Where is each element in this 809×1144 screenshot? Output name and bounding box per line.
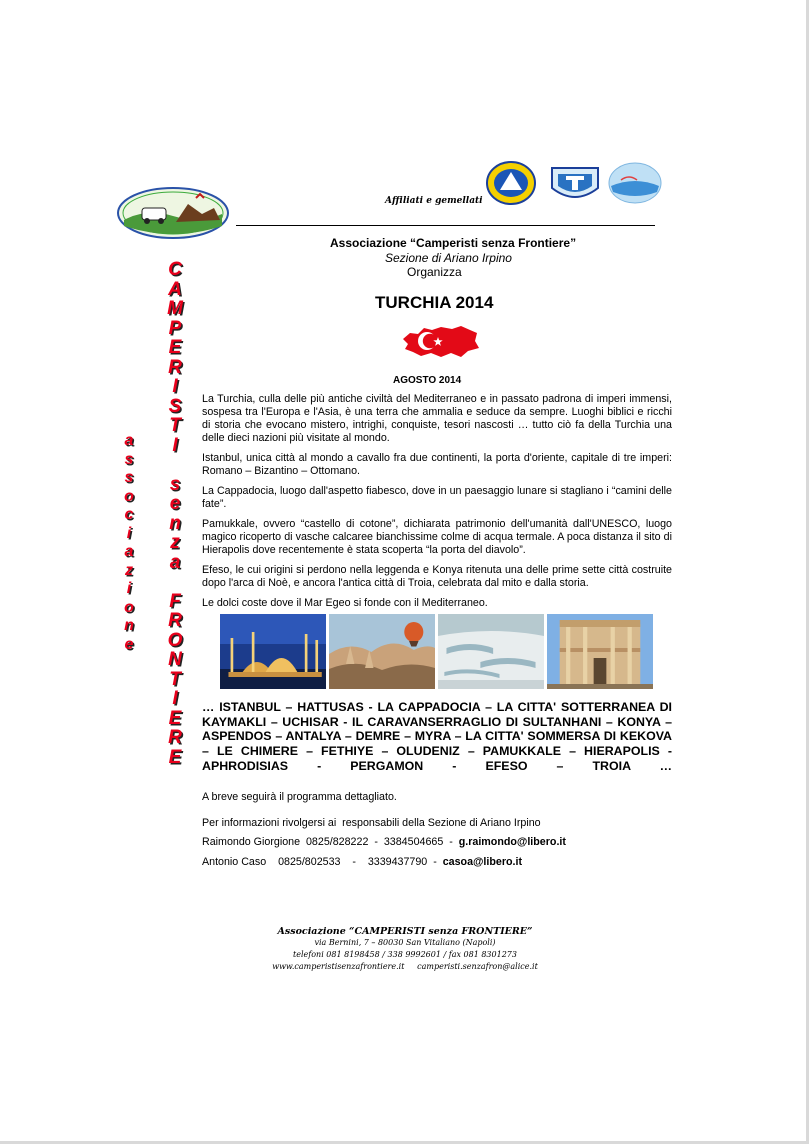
program-note: A breve seguirà il programma dettagliato. xyxy=(202,791,397,803)
partner-badge-icon xyxy=(546,160,604,206)
vertical-letter: s xyxy=(124,450,134,468)
organizes-label: Organizza xyxy=(407,265,462,279)
vertical-letter: I xyxy=(172,434,178,456)
vertical-letter: R xyxy=(168,610,182,631)
contact-email[interactable]: casoa@libero.it xyxy=(442,856,523,868)
photo-strip xyxy=(220,614,653,689)
vertical-letter: O xyxy=(167,629,183,651)
contact-name: Raimondo Giorgione xyxy=(202,836,301,848)
vertical-association-name xyxy=(160,260,190,767)
vertical-letter: i xyxy=(126,580,132,597)
vertical-letter: o xyxy=(124,598,134,616)
vertical-letter: z xyxy=(170,532,180,553)
vertical-letter: P xyxy=(168,317,182,339)
vertical-letter: R xyxy=(168,356,182,378)
vertical-letter: e xyxy=(169,493,181,514)
contact-phone: 0825/828222 xyxy=(305,836,369,848)
description-paragraphs xyxy=(202,393,672,617)
header-divider xyxy=(236,225,655,226)
contact-row: Raimondo Giorgione 0825/828222 - 3384504665 - g.raimondo@libero.it xyxy=(202,836,566,848)
paragraph: La Turchia, culla delle più antiche civiltà del Mediterraneo e in passato padrona di imperi immensi, sospesa tra l'Europa e l'Asia, è una terra che ammalia e seduce da sempre. Luoghi biblici e ricchi di storia che evocano mistero, intrighi, conquiste, tesori nascosti … tutto ciò fa della Turchia una delle dieci nazioni più visitate al mondo. xyxy=(202,393,672,444)
vertical-letter: S xyxy=(168,395,182,417)
footer-web-email[interactable]: www.camperistisenzafrontiere.it camperisti.senzafron@alice.it xyxy=(272,962,538,971)
paragraph: Efeso, le cui origini si perdono nella leggenda e Konya ritenuta una delle prime sette città costruite dopo l'arca di Noè, e ancora l'antica città di Troia, celebrata dal mito e dalla storia. xyxy=(202,564,672,589)
vertical-letter: R xyxy=(168,727,182,748)
vertical-letter: F xyxy=(169,590,181,612)
istanbul-mosque-photo xyxy=(220,614,326,689)
paragraph: Istanbul, unica città al mondo a cavallo fra due continenti, la porta d'oriente, capitale di tre imperi: Romano – Bizantino – Ottomano. xyxy=(202,452,672,477)
footer-association: Associazione “CAMPERISTI senza FRONTIERE” xyxy=(277,926,533,937)
vertical-letter: N xyxy=(168,649,182,670)
contact-phone: 0825/802533 xyxy=(278,856,341,868)
contact-mobile: 3339437790 xyxy=(367,856,428,868)
destinations-text: … ISTANBUL – HATTUSAS - LA CAPPADOCIA – LA CITTA' SOTTERRANEA DI KAYMAKLI – UCHISAR - IL CARAVANSERRAGLIO DI SULTANHANI – KONYA – ASPENDOS – ANTALYA – DEMRE – MYRA – LA CITTA' SOMMERSA DI KEKOVA – LE CHIMERE – FETHIYE – OLUDENIZ – PAMUKKALE – HIERAPOLIS - APHRODISIAS - PERGAMON - EFESO – TROIA … xyxy=(202,700,672,773)
vertical-letter xyxy=(172,572,177,592)
vertical-letter: T xyxy=(169,668,181,690)
vertical-letter: s xyxy=(124,469,134,486)
subtitle-date: AGOSTO 2014 xyxy=(393,375,462,386)
vertical-letter xyxy=(172,455,177,475)
partner-badge-icon xyxy=(607,160,663,206)
destinations-list xyxy=(202,700,672,774)
vertical-letter: z xyxy=(125,561,133,579)
footer-phones: telefoni 081 8198458 / 338 9992601 / fax 081 8301273 xyxy=(293,950,517,959)
ephesus-library-photo xyxy=(547,614,653,689)
association-logo-icon xyxy=(116,186,230,240)
paragraph: La Cappadocia, luogo dall'aspetto fiabesco, dove in un paesaggio lunare si stagliano i “camini delle fate”. xyxy=(202,485,672,510)
paragraph: Le dolci coste dove il Mar Egeo si fonde con il Mediterraneo. xyxy=(202,597,488,609)
vertical-letter: T xyxy=(169,415,181,436)
turkey-flag-map-icon xyxy=(400,322,480,364)
vertical-letter: n xyxy=(124,617,134,634)
contact-name: Antonio Caso xyxy=(202,856,267,868)
vertical-letter: E xyxy=(168,707,182,729)
vertical-letter: e xyxy=(124,635,134,653)
footer-address-line: via Bernini, 7 – 80030 San Vitaliano (Napoli) xyxy=(314,938,496,947)
vertical-letter: M xyxy=(167,298,183,319)
vertical-letter: s xyxy=(169,473,181,495)
vertical-letter: a xyxy=(124,543,134,560)
page-title: TURCHIA 2014 xyxy=(375,293,494,312)
vertical-letter: E xyxy=(168,746,182,768)
vertical-letter: I xyxy=(172,688,178,709)
pamukkale-terraces-photo xyxy=(438,614,544,689)
vertical-letter: A xyxy=(168,278,182,300)
vertical-letter: o xyxy=(124,487,134,505)
association-name: Associazione “Camperisti senza Frontiere” xyxy=(330,236,577,250)
footer-address xyxy=(250,926,560,973)
affiliation-label: Affiliati e gemellati xyxy=(385,196,483,206)
vertical-letter: a xyxy=(124,432,134,449)
contacts-intro: Per informazioni rivolgersi ai responsabili della Sezione di Ariano Irpino xyxy=(202,817,541,829)
contact-row: Antonio Caso 0825/802533 - 3339437790 - casoa@libero.it xyxy=(202,856,523,868)
contact-mobile: 3384504665 xyxy=(383,836,444,848)
cappadocia-balloon-photo xyxy=(329,614,435,689)
paragraph: Pamukkale, ovvero “castello di cotone”, dichiarata patrimonio dell'umanità dall'UNESCO, luogo magico ricoperto di vasche calcaree bianchissime colme di acqua termale. A poca distanza il sito di Hierapolis dove recentemente è stata scoperta “la porta del diavolo”. xyxy=(202,518,672,556)
vertical-letter: E xyxy=(168,337,182,358)
vertical-letter: c xyxy=(124,506,134,523)
vertical-letter: C xyxy=(168,259,182,280)
vertical-letter: a xyxy=(169,551,181,573)
vertical-letter: i xyxy=(126,524,132,542)
vertical-associazione xyxy=(117,432,141,654)
vertical-letter: n xyxy=(169,512,181,534)
section-name: Sezione di Ariano Irpino xyxy=(385,251,512,265)
partner-badge-icon xyxy=(482,160,540,206)
contact-email[interactable]: g.raimondo@libero.it xyxy=(458,836,566,848)
vertical-letter: I xyxy=(172,376,178,397)
